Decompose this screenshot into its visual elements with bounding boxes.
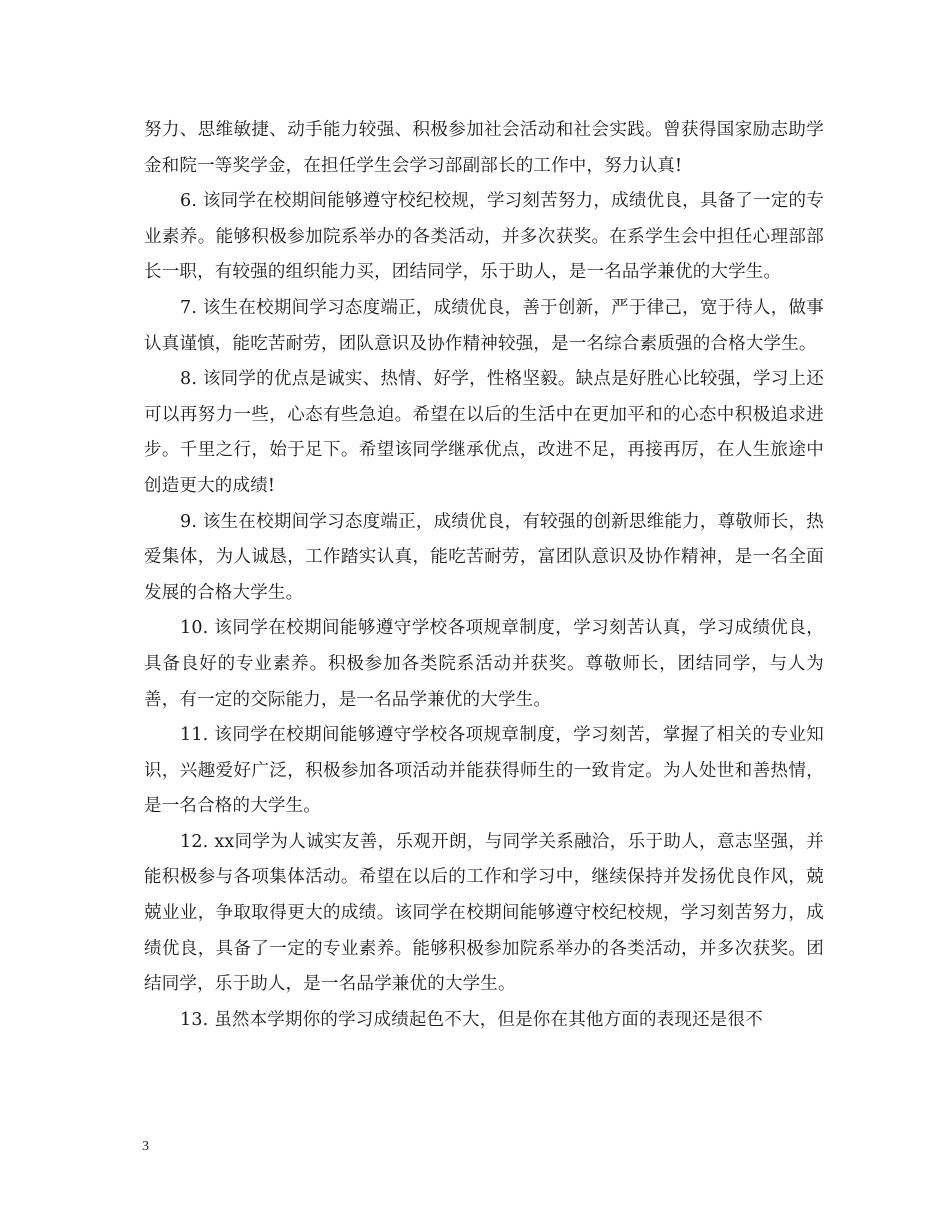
paragraph-item-11: 11. 该同学在校期间能够遵守学校各项规章制度，学习刻苦，掌握了相关的专业知识，兴趣爱好广泛，积极参加各项活动并能获得师生的一致肯定。为人处世和善热情，是一名合格的大学生。: [144, 725, 824, 817]
paragraph-item-7: 7. 该生在校期间学习态度端正，成绩优良，善于创新，严于律己，宽于待人，做事认真谨慎，能吃苦耐劳，团队意识及协作精神较强，是一名综合素质强的合格大学生。: [144, 297, 824, 354]
paragraph-item-8: 8. 该同学的优点是诚实、热情、好学，性格坚毅。缺点是好胜心比较强，学习上还可以再努力一些，心态有些急迫。希望在以后的生活中在更加平和的心态中积极追求进步。千里之行，始于足下。希望该同学继承优点，改进不足，再接再厉，在人生旅途中创造更大的成绩!: [144, 369, 824, 496]
paragraph-item-10: 10. 该同学在校期间能够遵守学校各项规章制度，学习刻苦认真，学习成绩优良，具备良好的专业素养。积极参加各类院系活动并获奖。尊敬师长，团结同学，与人为善，有一定的交际能力，是一名品学兼优的大学生。: [144, 618, 824, 710]
paragraph-item-9: 9. 该生在校期间学习态度端正，成绩优良，有较强的创新思维能力，尊敬师长，热爱集体，为人诚恳，工作踏实认真，能吃苦耐劳，富团队意识及协作精神，是一名全面发展的合格大学生。: [144, 511, 824, 603]
paragraph-continuation: 努力、思维敏捷、动手能力较强、积极参加社会活动和社会实践。曾获得国家励志助学金和院一等奖学金，在担任学生会学习部副部长的工作中，努力认真!: [144, 120, 824, 176]
paragraph-item-13: 13. 虽然本学期你的学习成绩起色不大，但是你在其他方面的表现还是很不: [180, 1009, 763, 1030]
paragraph-item-6: 6. 该同学在校期间能够遵守校纪校规，学习刻苦努力，成绩优良，具备了一定的专业素养。能够积极参加院系举办的各类活动，并多次获奖。在系学生会中担任心理部部长一职，有较强的组织能力买，团结同学，乐于助人，是一名品学兼优的大学生。: [144, 191, 824, 283]
document-body: [144, 113, 824, 1038]
paragraph-item-12: 12. xx同学为人诚实友善，乐观开朗，与同学关系融洽，乐于助人，意志坚强，并能积极参与各项集体活动。希望在以后的工作和学习中，继续保持并发扬优良作风，兢兢业业，争取取得更大的成绩。该同学在校期间能够遵守校纪校规，学习刻苦努力，成绩优良，具备了一定的专业素养。能够积极参加院系举办的各类活动，并多次获奖。团结同学，乐于助人，是一名品学兼优的大学生。: [144, 831, 824, 995]
page-number: 3: [142, 1139, 149, 1154]
